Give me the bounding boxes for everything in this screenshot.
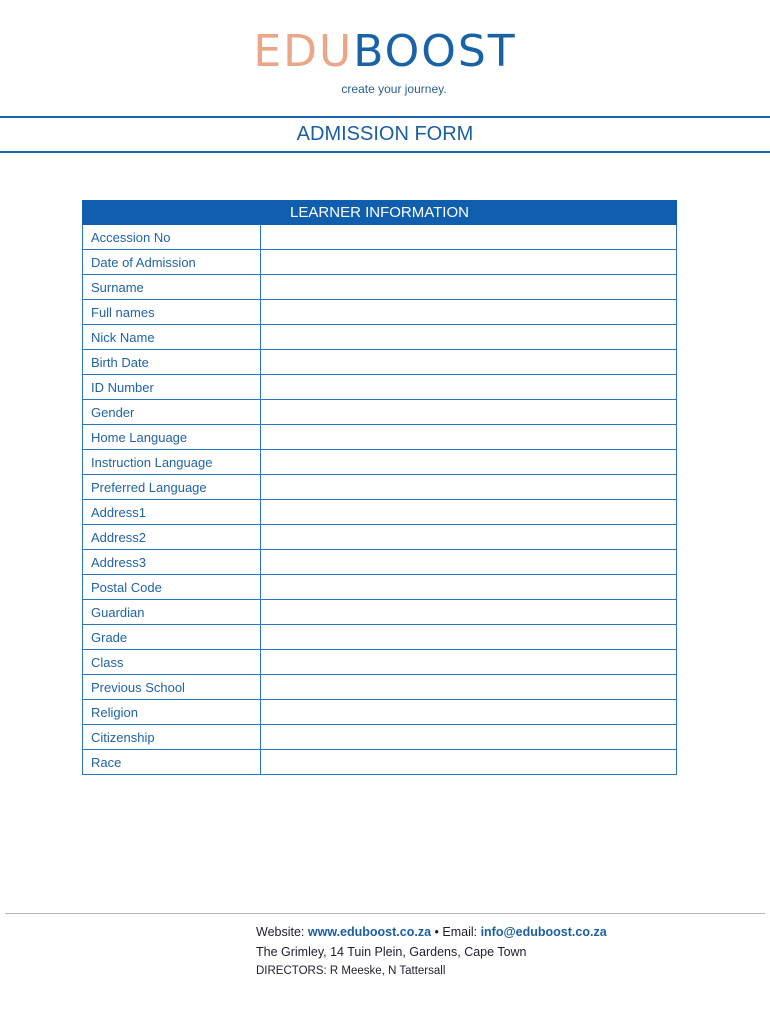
table-row: [83, 650, 677, 675]
field-label: Birth Date: [83, 350, 261, 375]
table-row: [83, 300, 677, 325]
title-rule-top: [0, 116, 770, 118]
learner-information-table: [82, 200, 677, 775]
field-value[interactable]: [261, 350, 677, 375]
table-row: [83, 250, 677, 275]
website-label: Website:: [256, 925, 308, 939]
field-label: Grade: [83, 625, 261, 650]
field-label: Religion: [83, 700, 261, 725]
table-row: [83, 225, 677, 250]
field-value[interactable]: [261, 425, 677, 450]
table-row: [83, 400, 677, 425]
table-row: [83, 275, 677, 300]
website-link[interactable]: www.eduboost.co.za: [307, 925, 432, 939]
field-label: Postal Code: [83, 575, 261, 600]
field-label: Address2: [83, 525, 261, 550]
field-value[interactable]: [261, 450, 677, 475]
field-value[interactable]: [261, 725, 677, 750]
table-row: [83, 475, 677, 500]
field-label: Surname: [83, 275, 261, 300]
field-value[interactable]: [261, 300, 677, 325]
field-value[interactable]: [261, 625, 677, 650]
field-label: Address1: [83, 500, 261, 525]
field-value[interactable]: [261, 225, 677, 250]
field-label: Accession No: [83, 225, 261, 250]
field-label: Race: [83, 750, 261, 775]
table-row: [83, 350, 677, 375]
section-header: LEARNER INFORMATION: [83, 201, 677, 225]
table-row: [83, 375, 677, 400]
field-value[interactable]: [261, 750, 677, 775]
table-row: [83, 450, 677, 475]
field-label: Full names: [83, 300, 261, 325]
field-label: Citizenship: [83, 725, 261, 750]
email-label: • Email:: [431, 925, 481, 939]
field-value[interactable]: [261, 500, 677, 525]
table-row: [83, 325, 677, 350]
field-value[interactable]: [261, 575, 677, 600]
field-label: Class: [83, 650, 261, 675]
table-row: [83, 700, 677, 725]
table-row: [83, 550, 677, 575]
field-value[interactable]: [261, 325, 677, 350]
field-value[interactable]: [261, 275, 677, 300]
field-value[interactable]: [261, 525, 677, 550]
field-label: Date of Admission: [83, 250, 261, 275]
table-row: [83, 600, 677, 625]
field-label: Home Language: [83, 425, 261, 450]
table-row: [83, 675, 677, 700]
field-label: Nick Name: [83, 325, 261, 350]
footer-divider: [5, 913, 765, 914]
table-row: [83, 725, 677, 750]
table-row: [83, 625, 677, 650]
field-value[interactable]: [261, 650, 677, 675]
logo: [0, 26, 770, 78]
field-value[interactable]: [261, 550, 677, 575]
field-value[interactable]: [261, 475, 677, 500]
email-link[interactable]: info@eduboost.co.za: [480, 925, 607, 939]
field-value[interactable]: [261, 375, 677, 400]
field-value[interactable]: [261, 400, 677, 425]
table-header-row: [83, 201, 677, 225]
footer-contact: [256, 925, 607, 939]
field-value[interactable]: [261, 700, 677, 725]
field-value[interactable]: [261, 675, 677, 700]
table-row: [83, 750, 677, 775]
logo-boost: BOOST: [353, 26, 517, 77]
field-value[interactable]: [261, 250, 677, 275]
page-title: ADMISSION FORM: [296, 123, 474, 145]
footer-directors: DIRECTORS: R Meeske, N Tattersall: [256, 965, 446, 977]
field-label: Instruction Language: [83, 450, 261, 475]
title-rule-bottom: [0, 151, 770, 153]
table-row: [83, 425, 677, 450]
field-label: ID Number: [83, 375, 261, 400]
logo-edu: EDU: [253, 26, 354, 77]
field-label: Preferred Language: [83, 475, 261, 500]
field-label: Guardian: [83, 600, 261, 625]
table-row: [83, 500, 677, 525]
field-value[interactable]: [261, 600, 677, 625]
field-label: Gender: [83, 400, 261, 425]
tagline: create your journey.: [341, 82, 447, 96]
table-row: [83, 575, 677, 600]
table-row: [83, 525, 677, 550]
field-label: Address3: [83, 550, 261, 575]
footer-address: The Grimley, 14 Tuin Plein, Gardens, Cape Town: [256, 945, 527, 959]
field-label: Previous School: [83, 675, 261, 700]
table-body: [83, 225, 677, 775]
